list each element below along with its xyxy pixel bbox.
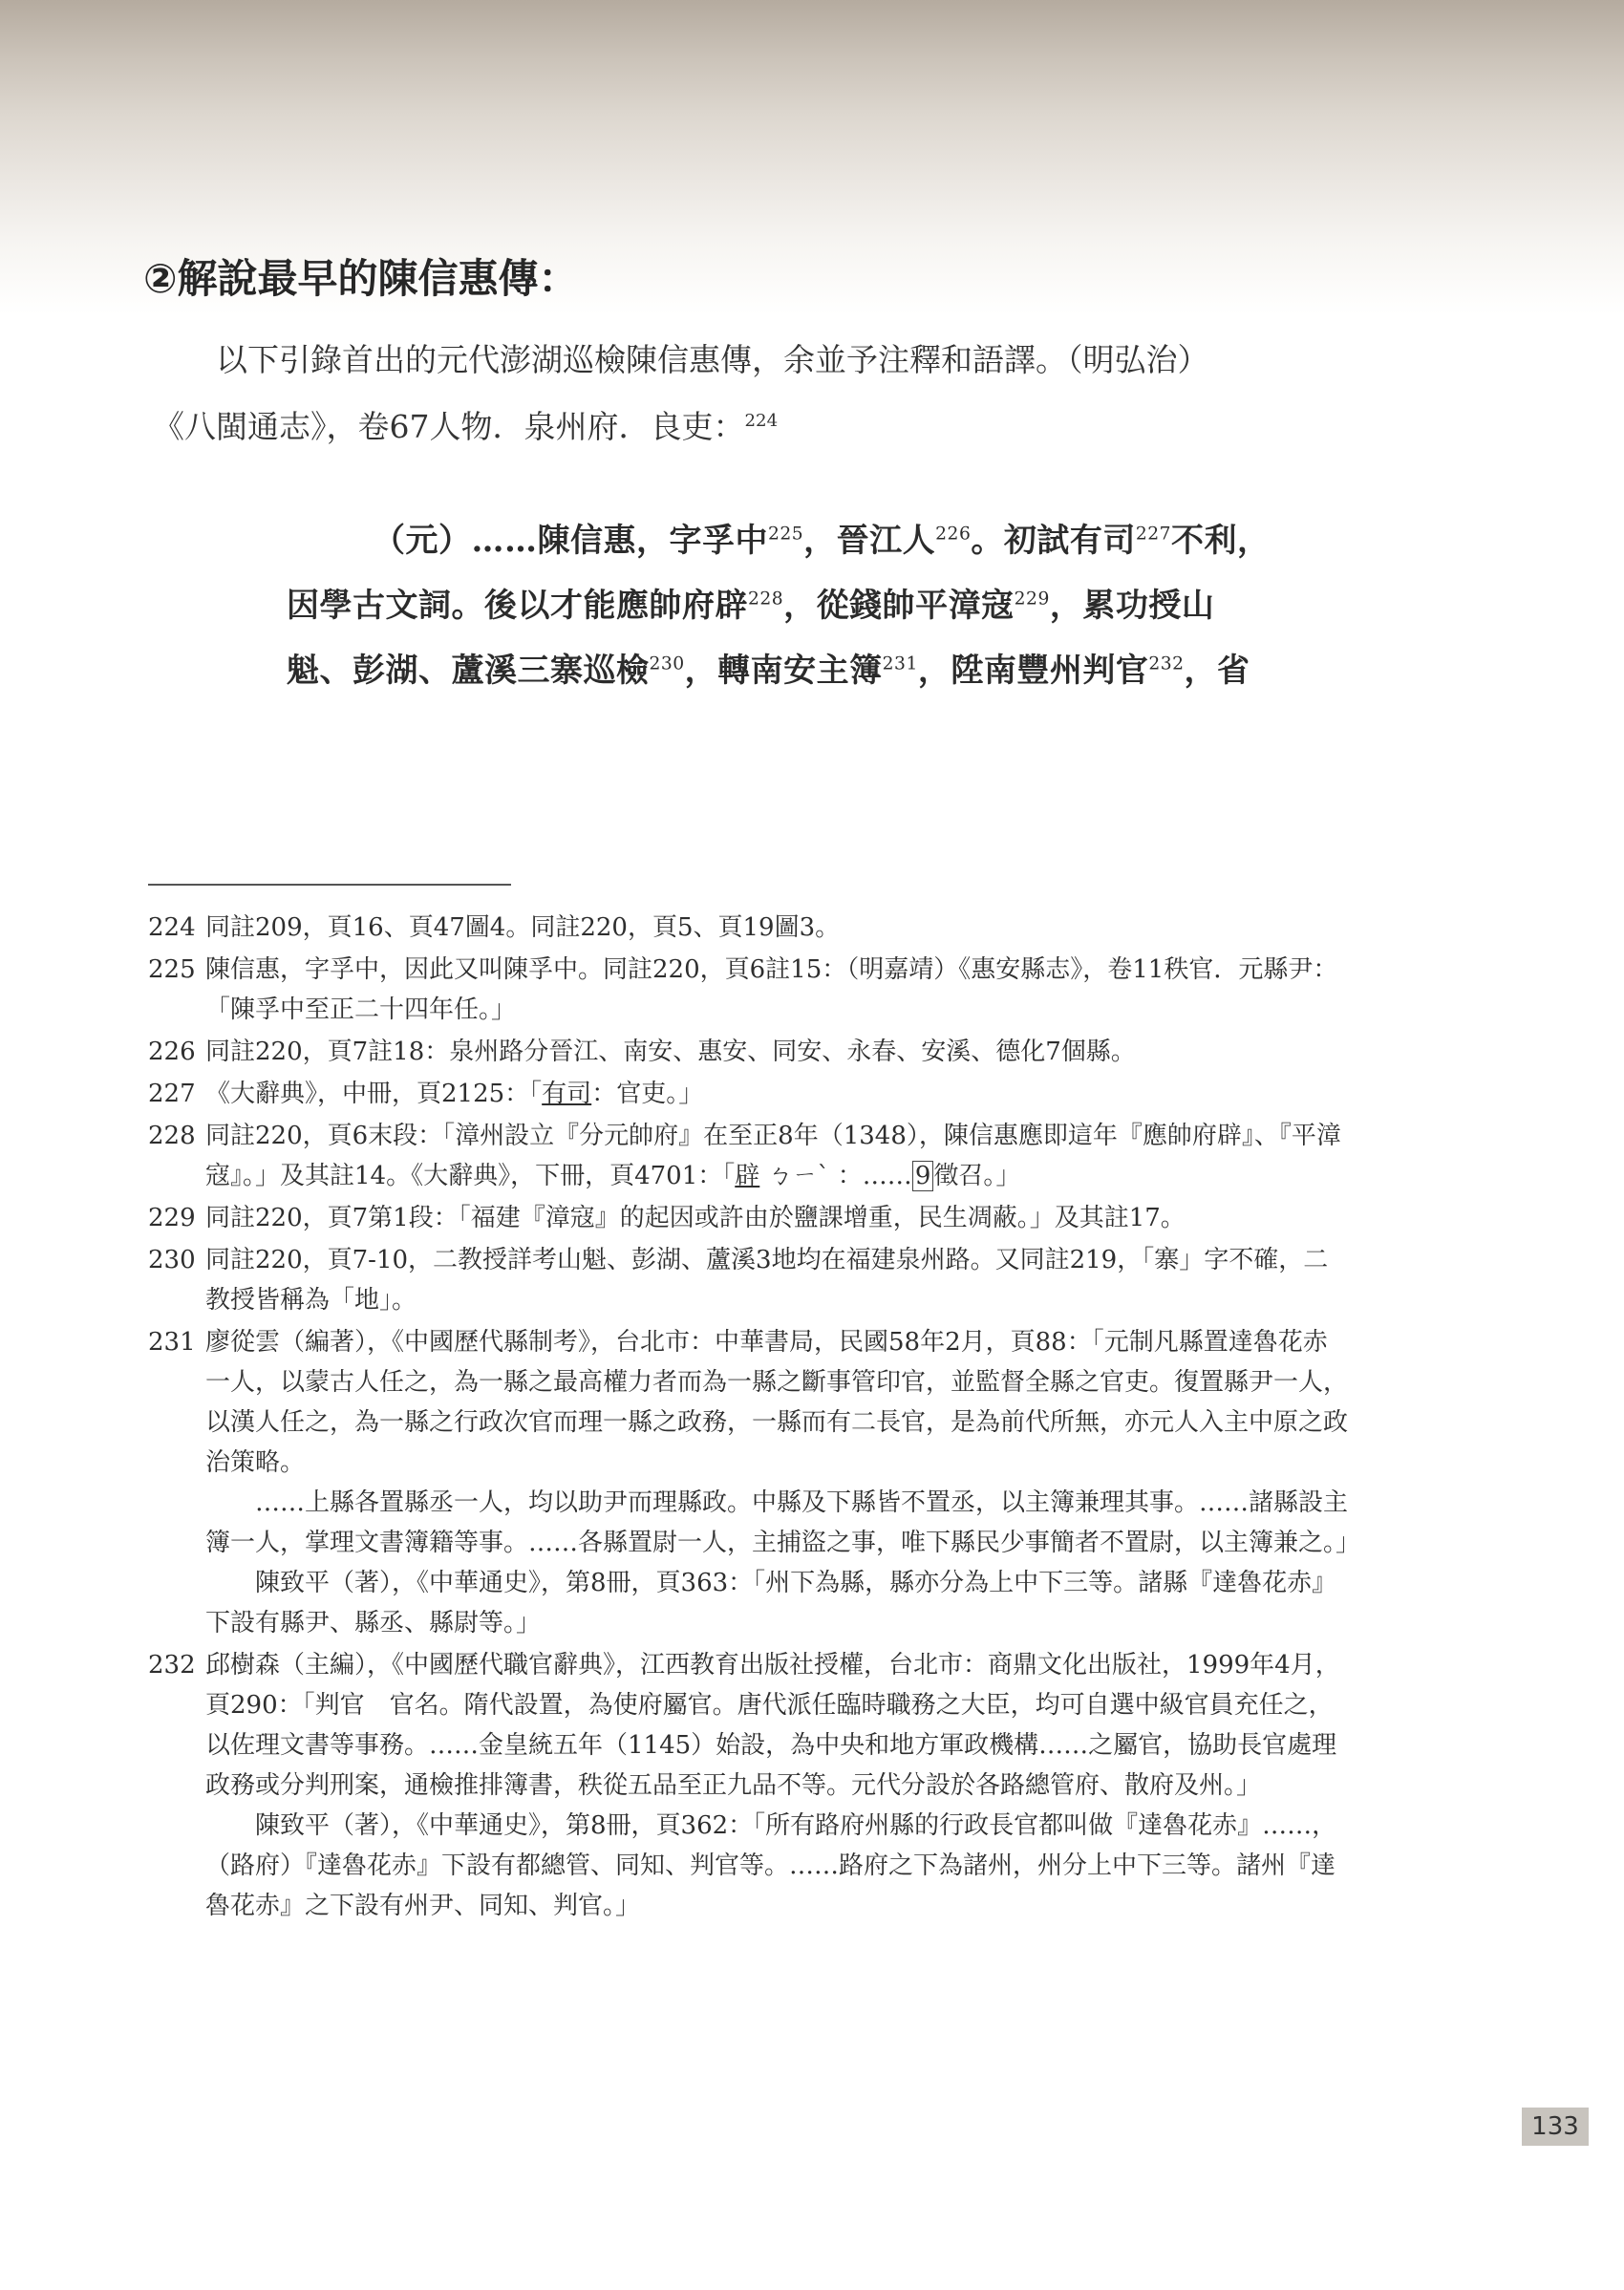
footnote-ref-228: 228	[748, 589, 784, 610]
footnote-ref-225: 225	[768, 524, 804, 545]
footnote-text	[205, 1116, 1352, 1196]
quote-text: ，陞南豐州判官	[917, 652, 1149, 690]
underlined-term: 辟	[735, 1162, 760, 1190]
footnote-text: 邱樹森（主編），《中國歷代職官辭典》，江西教育出版社授權，台北市：商鼎文化出版社，1999年4月，頁290：「判官 官名。隋代設置，為使府屬官。唐代派任臨時職務之大臣，均可自選中級官員充任之，以佐理文書等事務。……金皇統五年（1145）始設，為中央和地方軍政機構……之屬官，協助長官處理政務或分判刑案，通檢推排簿書，秩從五品至正九品不等。元代分設於各路總管府、散府及州。」	[205, 1651, 1340, 1800]
footnote-text: 同註220，頁7第1段：「福建『漳寇』的起因或許由於鹽課增重，民生凋蔽。」及其註17。	[205, 1204, 1186, 1232]
quote-text: ，從錢帥平漳寇	[783, 587, 1015, 625]
footnote-text: 廖從雲（編著），《中國歷代縣制考》，台北市：中華書局，民國58年2月，頁88：「元制凡縣置達魯花赤一人，以蒙古人任之，為一縣之最高權力者而為一縣之斷事管印官，並監督全縣之官吏。復置縣尹一人，以漢人任之，為一縣之行政次官而理一縣之政務，一縣而有二長官，是為前代所無，亦元人入主中原之政治策略。	[205, 1328, 1349, 1477]
footnote-text-part: ㄅㄧˋ ：……	[759, 1162, 912, 1190]
footnote-ref-232: 232	[1148, 653, 1185, 674]
quote-text: ，晉江人	[803, 522, 936, 560]
footnote-231	[148, 1322, 1361, 1643]
quote-text: ，累功授山	[1049, 587, 1215, 625]
footnote-text-part: 《大辭典》，中冊，頁2125：「	[205, 1080, 543, 1108]
intro-line-2	[153, 394, 1347, 460]
footnote-232	[148, 1645, 1352, 1926]
footnote-text: 同註220，頁7註18：泉州路分晉江、南安、惠安、同安、永春、安溪、德化7個縣。	[205, 1038, 1136, 1066]
quote-text: ，省	[1184, 652, 1250, 690]
intro-line-1: 以下引錄首出的元代澎湖巡檢陳信惠傳，余並予注釋和語譯。（明弘治）	[216, 341, 1209, 378]
quote-text: （元）……陳信惠，字孚中	[373, 522, 768, 560]
footnote-230	[148, 1240, 1352, 1320]
footnote-229	[148, 1198, 1352, 1238]
quoted-biography	[287, 508, 1366, 703]
footnote-228	[148, 1116, 1352, 1196]
quote-text: 因學古文詞。後以才能應帥府辟	[287, 587, 748, 625]
footnote-number: 231	[148, 1328, 196, 1357]
footnote-number: 229	[148, 1204, 196, 1232]
footnote-224	[148, 908, 1352, 948]
boxed-sense-number: 9	[912, 1161, 934, 1191]
footnote-225	[148, 950, 1352, 1030]
footnote-divider	[148, 884, 511, 886]
footnote-text-part: ：官吏。」	[591, 1080, 704, 1108]
quote-text: 魁、彭湖、蘆溪三寨巡檢	[287, 652, 650, 690]
footnote-number: 226	[148, 1038, 196, 1066]
footnote-ref-224: 224	[744, 411, 779, 431]
footnote-text: 陳致平（著），《中華通史》，第8冊，頁363：「州下為縣，縣亦分為上中下三等。諸縣『達魯花赤』下設有縣尹、縣丞、縣尉等。」	[205, 1569, 1337, 1637]
footnote-ref-226: 226	[935, 524, 972, 545]
underlined-term: 有司	[542, 1080, 592, 1108]
footnote-number: 228	[148, 1122, 196, 1150]
page-number: 133	[1522, 2108, 1589, 2146]
footnote-number: 224	[148, 913, 196, 942]
quote-text: 。初試有司	[971, 522, 1136, 560]
footnote-number: 232	[148, 1651, 196, 1680]
footnote-text: 陳致平（著），《中華通史》，第8冊，頁362：「所有路府州縣的行政長官都叫做『達魯花赤』……，（路府）『達魯花赤』下設有都總管、同知、判官等。……路府之下為諸州，州分上中下三等。諸州『達魯花赤』之下設有州尹、同知、判官。」	[205, 1811, 1337, 1920]
footnote-ref-227: 227	[1135, 524, 1172, 545]
quote-text: ，轉南安主簿	[684, 652, 883, 690]
footnote-text: 同註220，頁7-10，二教授詳考山魁、彭湖、蘆溪3地均在福建泉州路。又同註219，「寨」字不確，二教授皆稱為「地」。	[205, 1246, 1329, 1315]
footnote-text	[205, 1074, 1352, 1114]
footnote-number: 230	[148, 1246, 196, 1274]
quote-text: 不利，	[1171, 522, 1271, 560]
footnote-text: 陳信惠，字孚中，因此又叫陳孚中。同註220，頁6註15：（明嘉靖）《惠安縣志》，卷11秩官．元縣尹：「陳孚中至正二十四年任。」	[205, 955, 1338, 1024]
footnote-226	[148, 1032, 1352, 1072]
section-heading: ②解說最早的陳信惠傳：	[143, 255, 579, 302]
footnote-number: 225	[148, 955, 196, 984]
quote-line-1	[287, 508, 1366, 573]
footnote-ref-229: 229	[1014, 589, 1050, 610]
intro-paragraph	[153, 327, 1347, 460]
intro-line-2-text: 《八閩通志》，卷67人物．泉州府．良吏：	[153, 408, 745, 445]
footnote-text: 同註209，頁16、頁47圖4。同註220，頁5、頁19圖3。	[205, 913, 841, 942]
quote-line-3	[287, 638, 1366, 703]
footnote-text-part: 徵召。」	[933, 1162, 1021, 1190]
footnote-number: 227	[148, 1080, 196, 1108]
footnote-ref-231: 231	[882, 653, 918, 674]
footnote-text: ……上縣各置縣丞一人，均以助尹而理縣政。中縣及下縣皆不置丞，以主簿兼理其事。……諸縣設主簿一人，掌理文書簿籍等事。……各縣置尉一人，主捕盜之事，唯下縣民少事簡者不置尉，以主簿兼之。」	[205, 1488, 1361, 1557]
quote-line-2	[287, 573, 1366, 638]
footnote-ref-230: 230	[649, 653, 685, 674]
footnotes	[148, 908, 1361, 1928]
footnote-227	[148, 1074, 1352, 1114]
footnote-text-part: 同註220，頁6末段：「漳州設立『分元帥府』在至正8年（1348），陳信惠應即這年『應帥府辟』、『平漳寇』。」及其註14。《大辭典》，下冊，頁4701：「	[205, 1122, 1341, 1190]
